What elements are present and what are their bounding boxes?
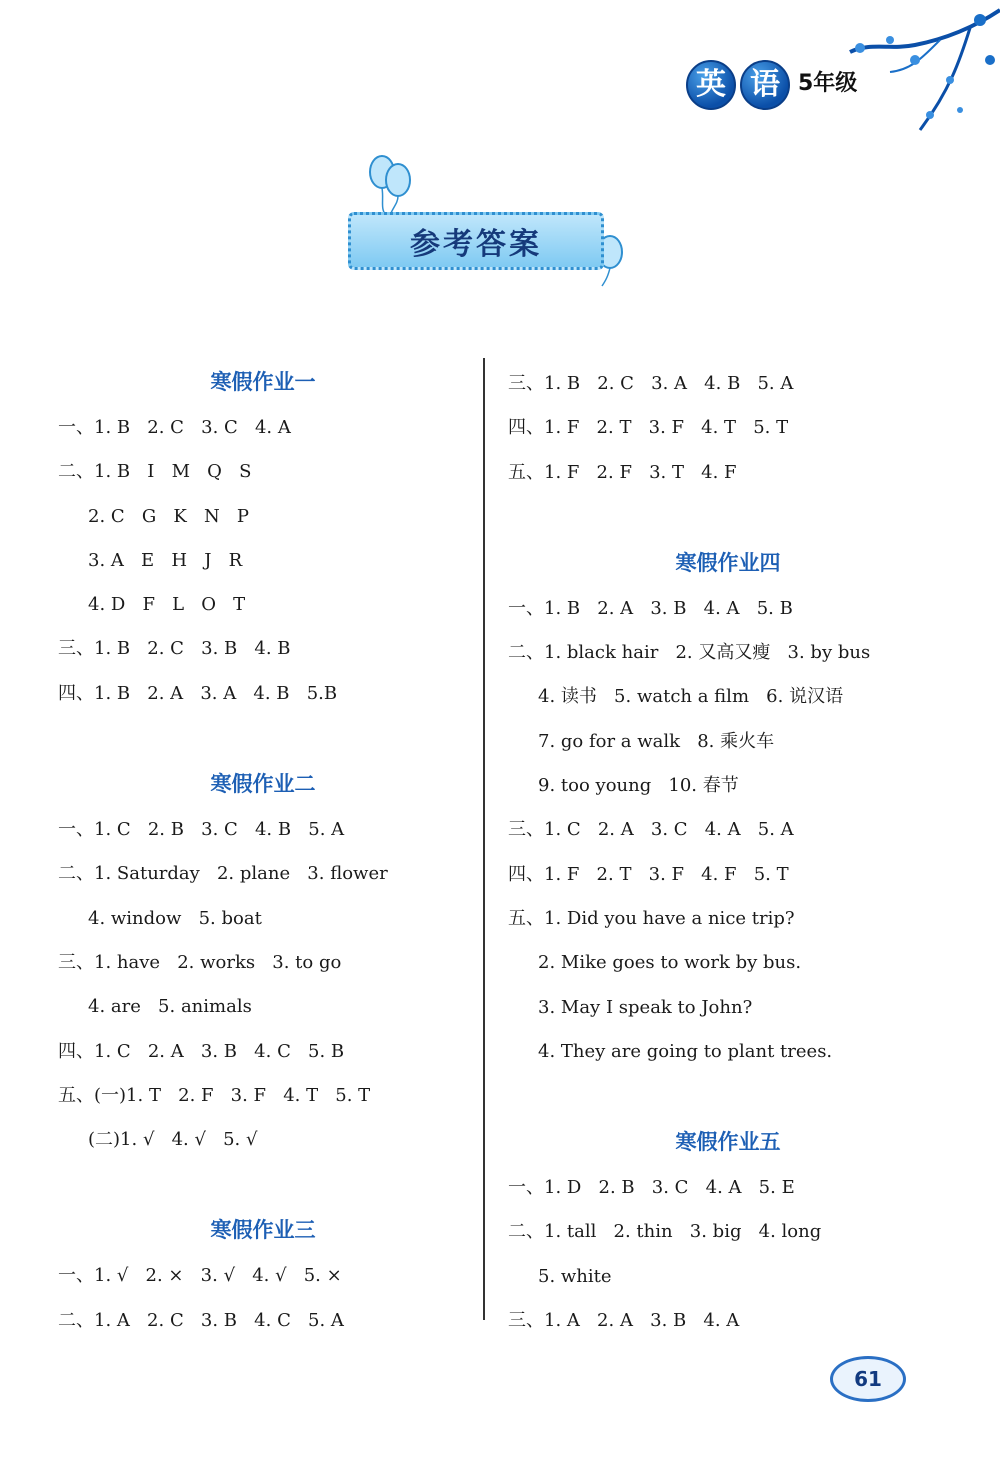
answer-line: 二、1. B I M Q S <box>58 461 252 483</box>
grade-label: 5年级 <box>798 71 858 96</box>
page-number-badge <box>820 1344 910 1414</box>
left-column <box>58 362 468 1343</box>
answer-line: 四、1. F 2. T 3. F 4. T 5. T <box>508 417 789 439</box>
answer-line: 2. C G K N P <box>88 505 250 527</box>
answer-line: 三、1. have 2. works 3. to go <box>58 951 342 973</box>
answer-line: 四、1. B 2. A 3. A 4. B 5.B <box>58 682 338 704</box>
spacer <box>58 716 468 764</box>
answer-line: 二、1. tall 2. thin 3. big 4. long <box>508 1221 822 1243</box>
answer-line: 4. are 5. animals <box>88 996 252 1018</box>
subject-char-2: 语 <box>740 60 790 110</box>
answer-line: 2. Mike goes to work by bus. <box>538 952 802 974</box>
answer-line: 一、1. B 2. A 3. B 4. A 5. B <box>508 597 793 619</box>
answer-line: 3. A E H J R <box>88 549 243 571</box>
banner-plate <box>348 212 604 270</box>
answer-line: 三、1. B 2. C 3. A 4. B 5. A <box>508 373 794 394</box>
answer-line: 一、1. C 2. B 3. C 4. B 5. A <box>58 819 345 841</box>
answer-line: 4. 读书 5. watch a film 6. 说汉语 <box>538 686 844 708</box>
right-column <box>508 362 948 1343</box>
spacer <box>58 1162 468 1210</box>
answer-line: 7. go for a walk 8. 乘火车 <box>538 730 775 752</box>
spacer <box>508 1074 948 1122</box>
section-title: 寒假作业三 <box>210 1218 316 1243</box>
section-title: 寒假作业四 <box>675 550 781 575</box>
section-title: 寒假作业一 <box>210 370 316 394</box>
answer-line: 9. too young 10. 春节 <box>538 775 739 797</box>
subject-char-1: 英 <box>686 60 736 110</box>
spacer <box>508 495 948 543</box>
answer-line: 5. white <box>538 1265 612 1287</box>
answer-line: 一、1. D 2. B 3. C 4. A 5. E <box>508 1177 795 1199</box>
answer-line: 二、1. black hair 2. 又高又瘦 3. by bus <box>508 642 871 664</box>
answer-line: 4. D F L O T <box>88 594 246 616</box>
answer-line: 五、(一)1. T 2. F 3. F 4. T 5. T <box>58 1084 371 1106</box>
answer-line: 4. window 5. boat <box>88 907 262 929</box>
answer-line: (二)1. √ 4. √ 5. √ <box>88 1129 258 1151</box>
subject-badge <box>686 60 794 110</box>
section-title: 寒假作业五 <box>675 1130 781 1155</box>
answer-line: 3. May I speak to John? <box>538 996 753 1018</box>
column-divider <box>483 358 485 1320</box>
answer-line: 三、1. C 2. A 3. C 4. A 5. A <box>508 819 794 841</box>
plum-branch-decoration <box>820 0 1000 150</box>
answer-line: 一、1. √ 2. × 3. √ 4. √ 5. × <box>58 1265 342 1287</box>
page-number: 61 <box>830 1356 906 1402</box>
answer-line: 三、1. A 2. A 3. B 4. A <box>508 1310 740 1332</box>
section-title: 寒假作业二 <box>210 772 316 797</box>
answer-line: 四、1. C 2. A 3. B 4. C 5. B <box>58 1040 345 1062</box>
answer-line: 四、1. F 2. T 3. F 4. F 5. T <box>508 863 789 885</box>
answer-line: 五、1. F 2. F 3. T 4. F <box>508 461 737 483</box>
answer-line: 二、1. Saturday 2. plane 3. flower <box>58 863 388 885</box>
answer-line: 一、1. B 2. C 3. C 4. A <box>58 417 291 438</box>
answer-line: 五、1. Did you have a nice trip? <box>508 907 795 929</box>
answer-key-banner <box>340 150 630 290</box>
answer-line: 4. They are going to plant trees. <box>538 1040 833 1062</box>
answer-line: 三、1. B 2. C 3. B 4. B <box>58 638 291 660</box>
answer-line: 二、1. A 2. C 3. B 4. C 5. A <box>58 1309 344 1331</box>
banner-title: 参考答案 <box>410 227 542 262</box>
